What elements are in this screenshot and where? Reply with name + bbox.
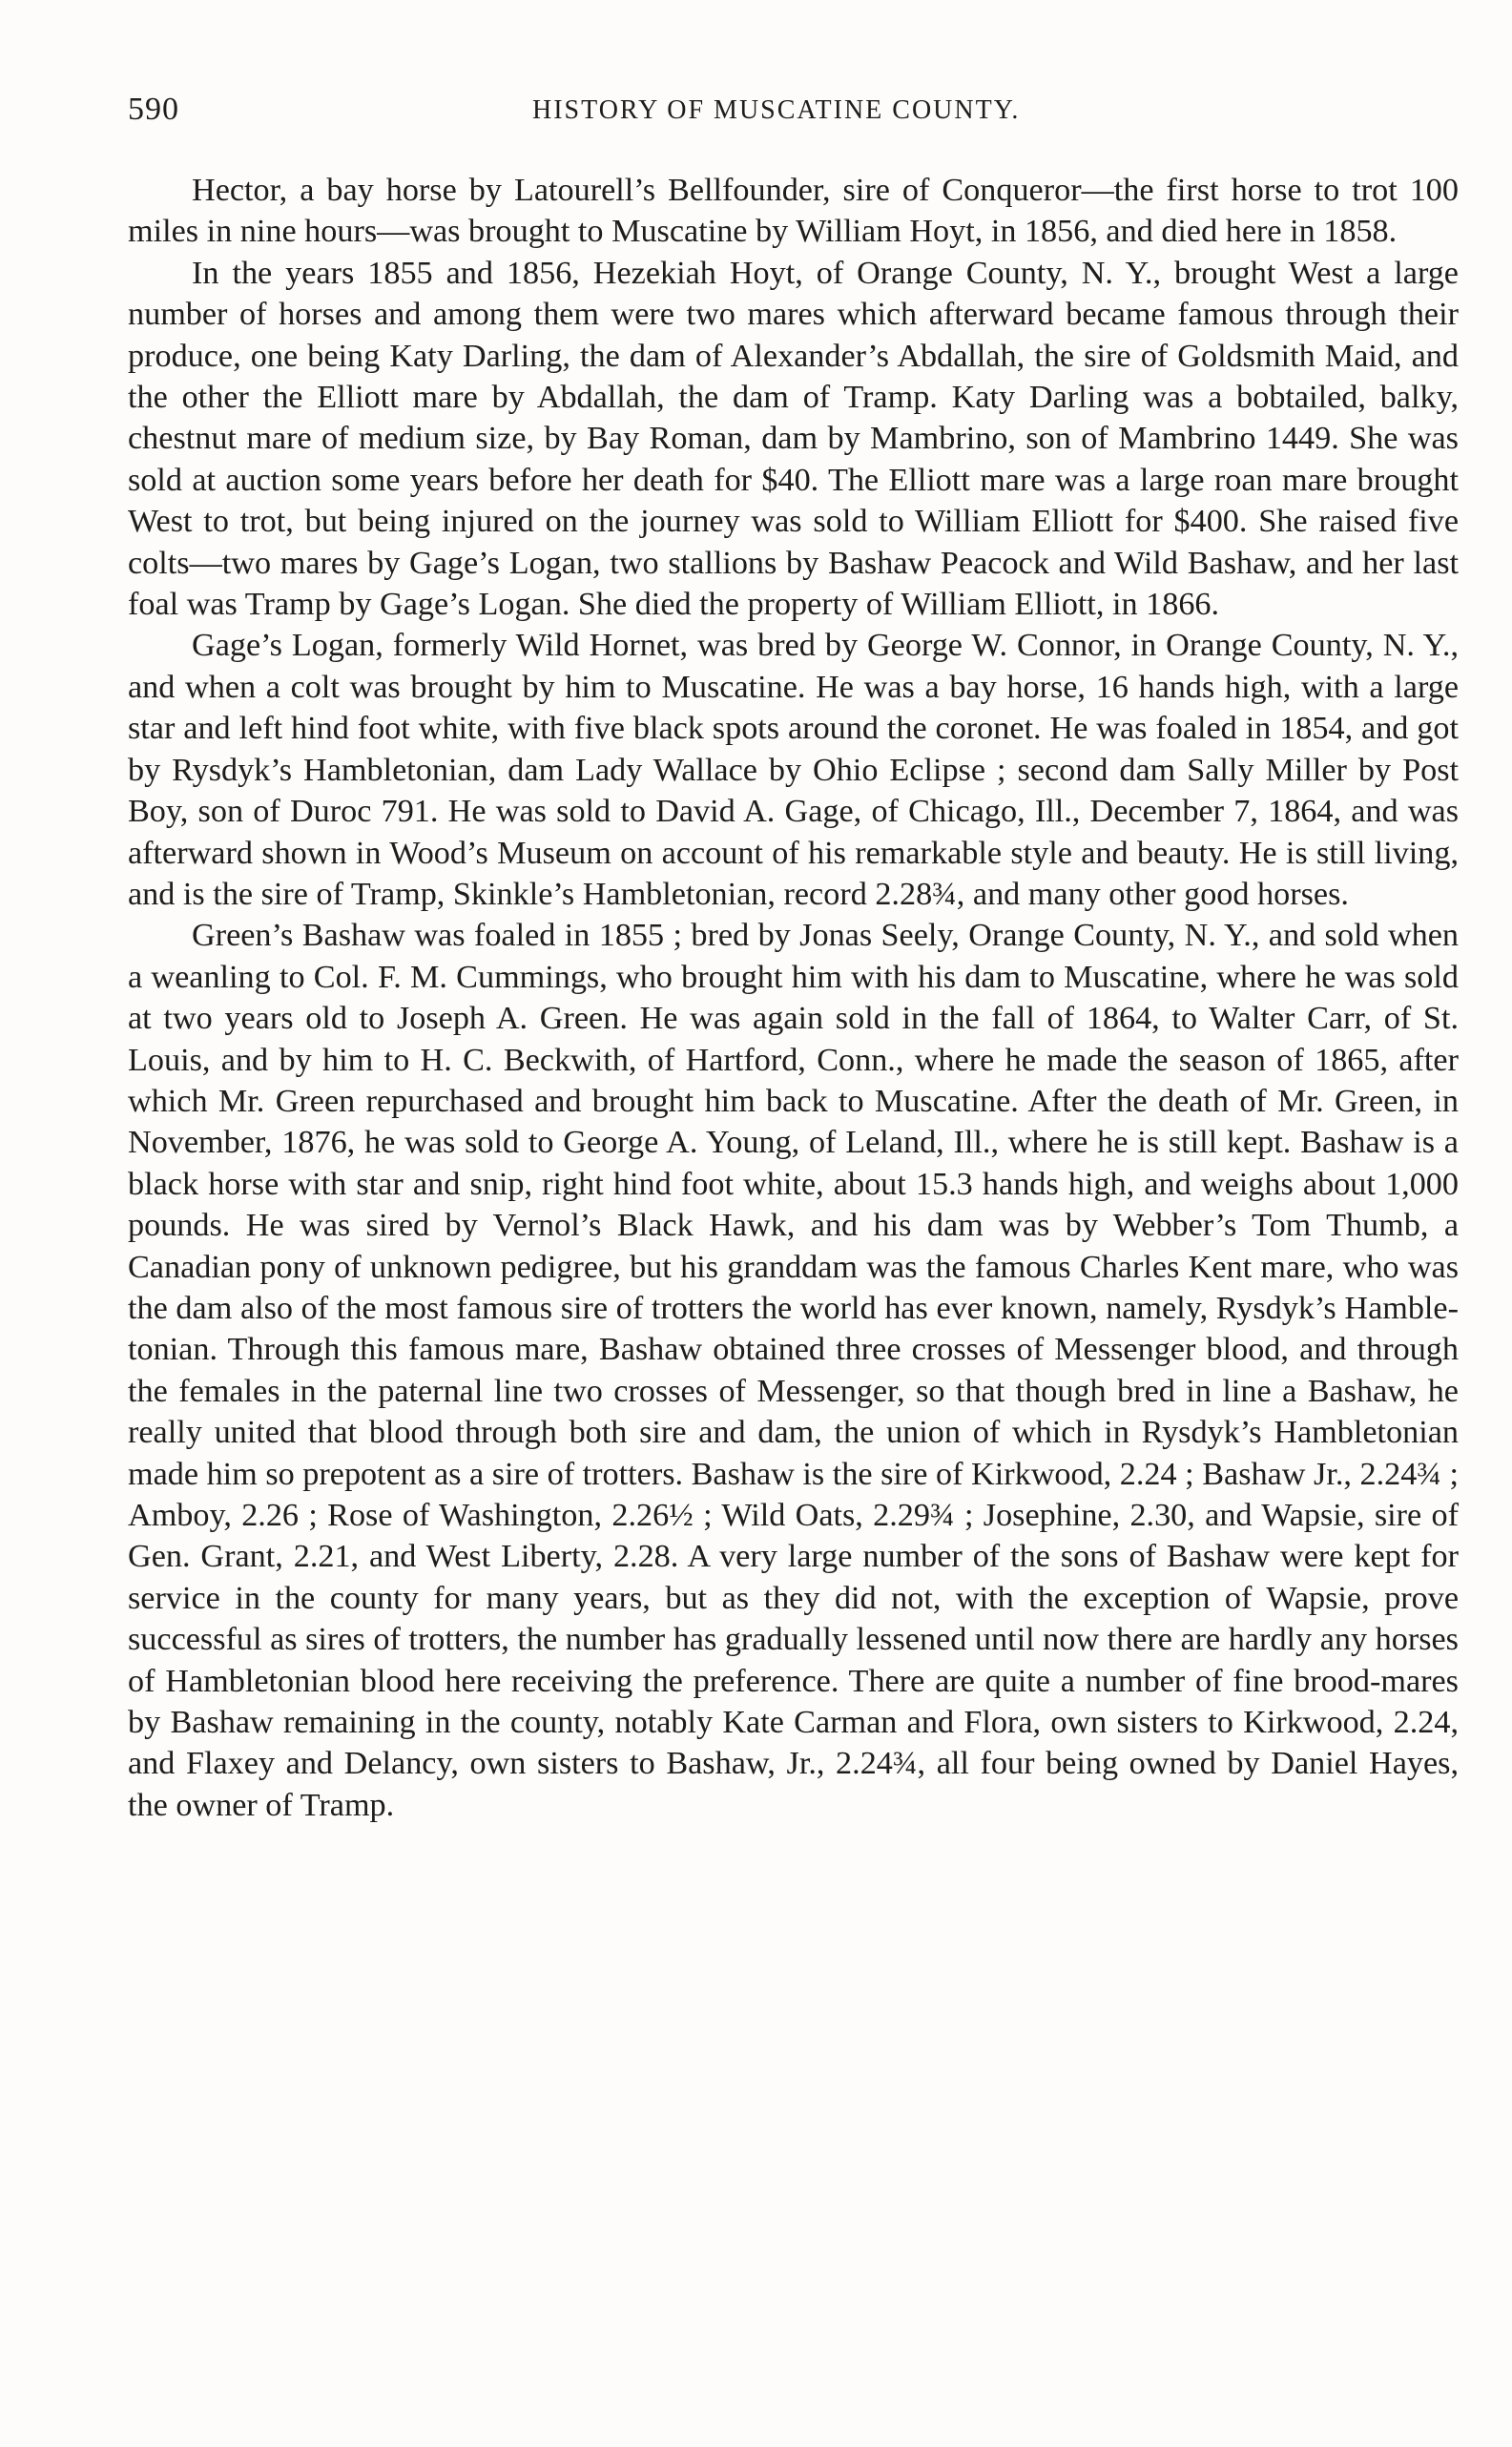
paragraph-gages-logan: Gage’s Logan, formerly Wild Hornet, was bred by George W. Connor, in Orange County, N. Y., and when a colt was brought by him to Muscatine. He was a bay horse, 16 hands high, with a large star and left hind foot white, with five black spots around the coronet. He was foaled in 1854, and got by Rysdyk’s Hambletonian, dam Lady Wallace by Ohio Eclipse ; second dam Sally Miller by Post Boy, son of Duroc 791. He was sold to David A. Gage, of Chicago, Ill., December 7, 1864, and was afterward shown in Wood’s Museum on account of his remarkable style and beauty. He is still living, and is the sire of Tramp, Skinkle’s Hambletonian, record 2.28¾, and many other good horses.: [128, 628, 1459, 912]
paragraph-hoyt-mares: In the years 1855 and 1856, Hezekiah Hoyt, of Orange County, N. Y., brought West a large number of horses and among them were two mares which afterward became famous through their produce, one being Katy Darling, the dam of Alexander’s Abdallah, the sire of Goldsmith Maid, and the other the Elliott mare by Abdallah, the dam of Tramp. Katy Darling was a bobtailed, balky, chestnut mare of medium size, by Bay Roman, dam by Mambrino, son of Mambrino 1449. She was sold at auction some years before her death for $40. The Elliott mare was a large roan mare brought West to trot, but being injured on the journey was sold to William Elliott for $400. She raised five colts—two mares by Gage’s Logan, two stallions by Bashaw Peacock and Wild Bashaw, and her last foal was Tramp by Gage’s Logan. She died the property of William Elliott, in 1866.: [128, 255, 1459, 623]
page-header: [128, 92, 1463, 134]
paragraph-hector: Hector, a bay horse by Latourell’s Bellfounder, sire of Conqueror—the first horse to trot 100 miles in nine hours—was brought to Muscatine by William Hoyt, in 1856, and died here in 1858.: [128, 173, 1459, 250]
paragraph-greens-bashaw: Green’s Bashaw was foaled in 1855 ; bred by Jonas Seely, Orange County, N. Y., and sold when a weanling to Col. F. M. Cummings, who brought him with his dam to Muscatine, where he was sold at two years old to Joseph A. Green. He was again sold in the fall of 1864, to Walter Carr, of St. Louis, and by him to H. C. Beckwith, of Hartford, Conn., where he made the season of 1865, after which Mr. Green repurchased and brought him back to Muscatine. After the death of Mr. Green, in November, 1876, he was sold to George A. Young, of Leland, Ill., where he is still kept. Bashaw is a black horse with star and snip, right hind foot white, about 15.3 hands high, and weighs about 1,000 pounds. He was sired by Vernol’s Black Hawk, and his dam was by Webber’s Tom Thumb, a Canadian pony of unknown pedigree, but his granddam was the famous Charles Kent mare, who was the dam also of the most famous sire of trotters the world has ever known, namely, Rysdyk’s Hambletonian. Through this famous mare, Bashaw obtained three crosses of Messenger blood, and through the females in the paternal line two crosses of Messenger, so that though bred in line a Bashaw, he really united that blood through both sire and dam, the union of which in Rysdyk’s Hambletonian made him so prepotent as a sire of trotters. Bashaw is the sire of Kirkwood, 2.24 ; Bashaw Jr., 2.24¾ ; Amboy, 2.26 ; Rose of Washington, 2.26½ ; Wild Oats, 2.29¾ ; Josephine, 2.30, and Wapsie, sire of Gen. Grant, 2.21, and West Liberty, 2.28. A very large number of the sons of Bashaw were kept for service in the county for many years, but as they did not, with the exception of Wapsie, prove successful as sires of trotters, the number has gradually lessened until now there are hardly any horses of Hambletonian blood here receiving the preference. There are quite a number of fine brood-mares by Bashaw remaining in the county, notably Kate Carman and Flora, own sisters to Kirkwood, 2.24, and Flaxey and Delancy, own sisters to Bashaw, Jr., 2.24¾, all four being owned by Daniel Hayes, the owner of Tramp.: [128, 918, 1459, 1823]
running-head: HISTORY OF MUSCATINE COUNTY.: [532, 95, 1021, 125]
body-text: [128, 170, 1459, 1826]
page-number: 590: [128, 92, 179, 127]
